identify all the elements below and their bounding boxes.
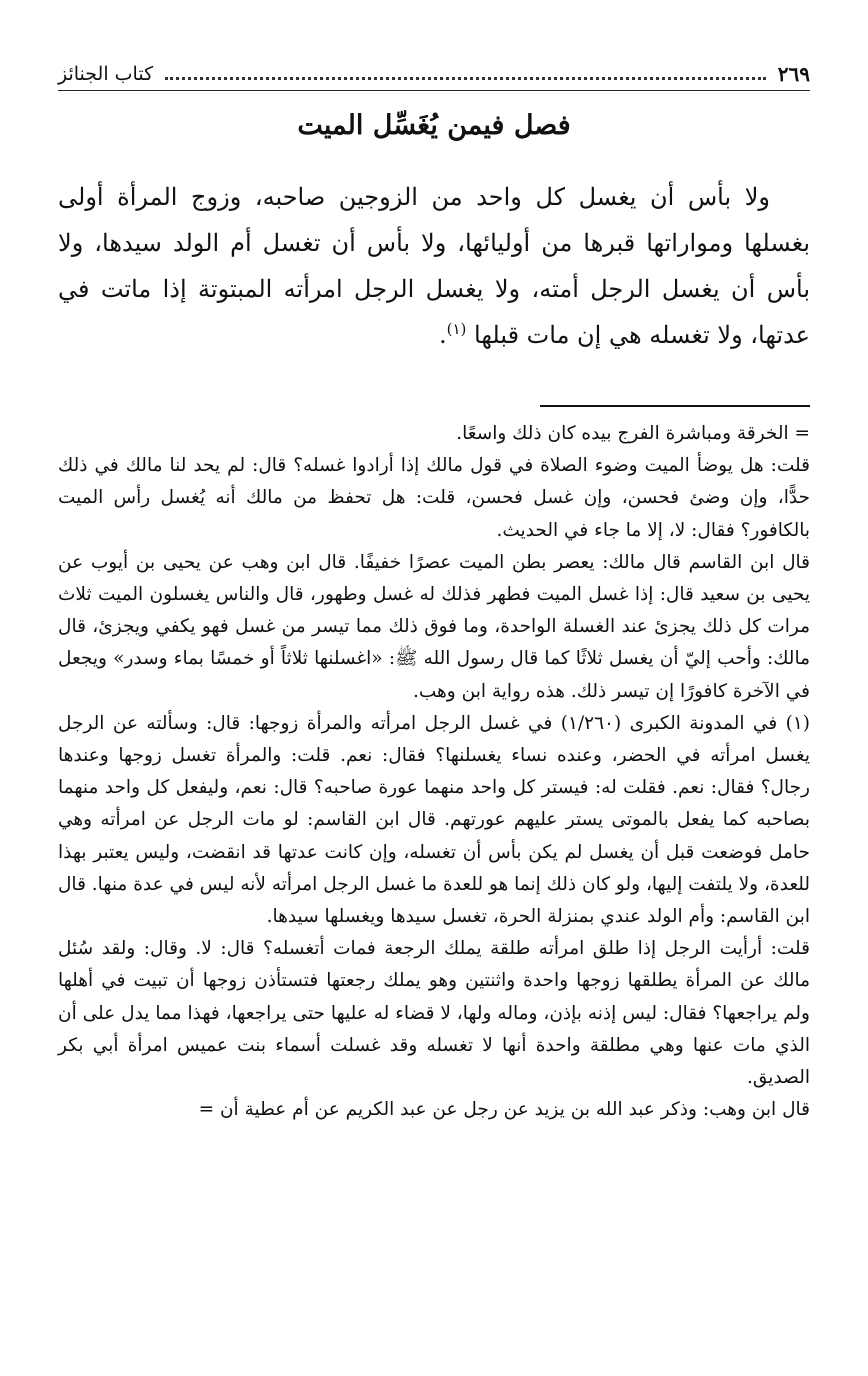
header-dotted-leader — [165, 77, 766, 80]
footnote-paragraph: قال ابن القاسم قال مالك: يعصر بطن الميت عصرًا خفيفًا. قال ابن وهب عن يحيى بن أيوب عن يحيى بن سعيد قال: إذا غسل الميت فطهر فذلك له غسل وطهور، قال والناس يغسلون الميت ثلاث مرات كل ذلك يجزئ عند الغسلة الواحدة، وما فوق ذلك مما تيسر من غسل فهو يكفي ويجزئ، قال مالك: وأحب إليّ أن يغسل ثلاثًا كما قال رسول الله ﷺ: «اغسلنها ثلاثاً أو خمسًا بماء وسدر» ويجعل في الآخرة كافورًا إن تيسر ذلك. هذه رواية ابن وهب. — [58, 551, 810, 702]
book-title: كتاب الجنائز — [58, 63, 154, 85]
footnote-marker: (١) — [446, 320, 467, 338]
footnote-paragraph: قلت: أرأيت الرجل إذا طلق امرأته طلقة يملك الرجعة فمات أتغسله؟ قال: لا. وقال: ولقد سُئل مالك عن المرأة يطلقها زوجها واحدة واثنتين وهو يملك رجعتها فتستأذن زوجها أن تبيت في أهلها ولم يراجعها؟ فقال: ليس إذنه بإذن، وماله ولها، لا قضاء له عليها حتى يراجعها، فهذا مما يدل على أن الذي مات عنها وهي مطلقة واحدة أنها لا تغسله وقد غسلت أسماء بنت عميس امرأة أبي بكر الصديق. — [58, 938, 810, 1089]
footnote-paragraph: (١) في المدونة الكبرى (١/٢٦٠) في غسل الرجل امرأته والمرأة زوجها: قال: وسألته عن الرجل يغسل امرأته في الحضر، وعنده نساء يغسلنها؟ فقال: نعم. قلت: والمرأة تغسل زوجها وعندها رجال؟ فقال: نعم. فقلت له: فيستر كل واحد منهما عورة صاحبه؟ قال: نعم، وليفعل كل واحد منهما بصاحبه كما يفعل بالموتى يستر عليهم عورتهم. قال ابن القاسم: لو مات الرجل عن امرأته وهي حامل فوضعت قبل أن يغسل لم يكن بأس أن تغسله، وإن كانت عدتها قد انقضت، وليس يعتبر بهذا للعدة، ولا يلتفت إليها، ولو كان ذلك إنما هو للعدة ما غسل الرجل امرأته لأنه ليس في عدة منها. قال ابن القاسم: وأم الولد عندي بمنزلة الحرة، تغسل سيدها ويغسلها سيدها. — [57, 712, 810, 928]
running-header — [58, 58, 810, 91]
book-page — [58, 0, 810, 1376]
main-paragraph-text: ولا بأس أن يغسل كل واحد من الزوجين صاحبه، وزوج المرأة أولى بغسلها ومواراتها قبرها من أوليائها، ولا بأس أن تغسل أم الولد سيدها، ولا بأس أن يغسل الرجل أمته، ولا يغسل الرجل امرأته المبتوتة إذا ماتت في عدتها، ولا تغسله هي إن مات قبلها — [58, 183, 810, 349]
footnote-separator — [540, 405, 810, 407]
footnote-paragraph: قلت: هل يوضأ الميت وضوء الصلاة في قول مالك إذا أرادوا غسله؟ قال: لم يحد لنا مالك في ذلك حدًّا، وإن وضئ فحسن، وإن غسل فحسن، قلت: هل تحفظ من مالك أنه يُغسل رأس الميت بالكافور؟ فقال: لا، إلا ما جاء في الحديث. — [58, 455, 810, 541]
page-number: ٢٦٩ — [777, 62, 810, 86]
main-paragraph — [58, 174, 810, 358]
footnote-paragraph: = الخرقة ومباشرة الفرج بيده كان ذلك واسعًا. — [456, 423, 810, 444]
main-paragraph-end: . — [438, 321, 447, 349]
chapter-title: فصل فيمن يُغَسِّل الميت — [297, 110, 571, 141]
footnotes — [58, 418, 810, 1126]
footnote-paragraph: قال ابن وهب: وذكر عبد الله بن يزيد عن رجل عن عبد الكريم عن أم عطية أن = — [198, 1099, 810, 1121]
